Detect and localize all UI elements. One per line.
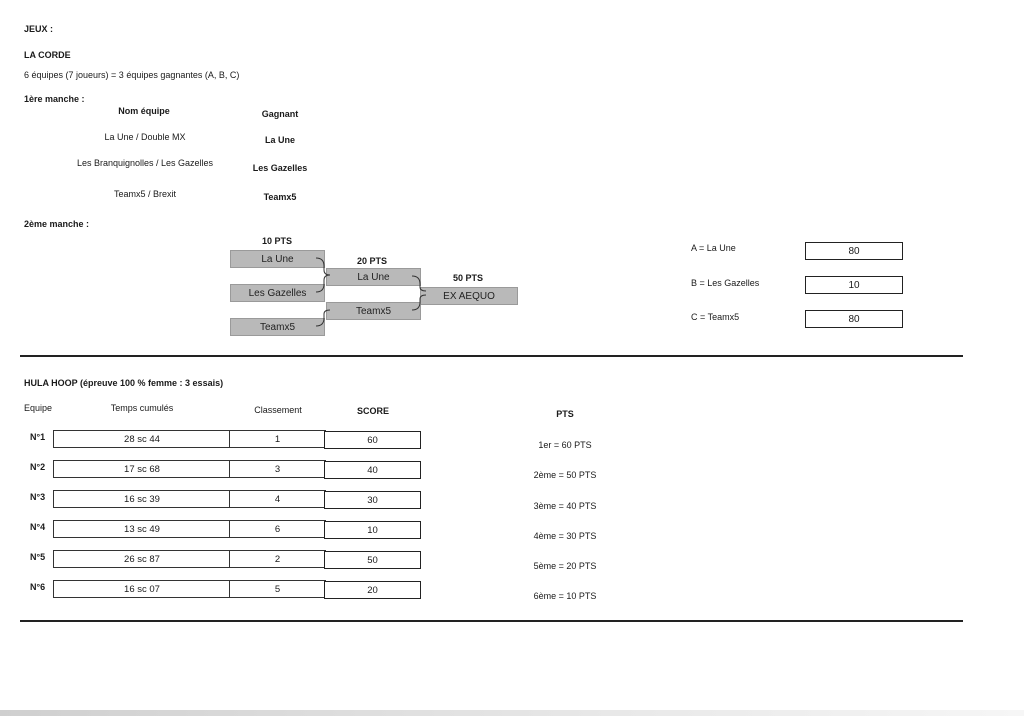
round1-winner: Teamx5 [263, 192, 297, 202]
hula-row-team: N°1 [30, 432, 46, 442]
hula-row-rank: 2 [229, 550, 326, 568]
bracket-pts-10: 10 PTS [262, 236, 293, 246]
hula-header-team: Equipe [24, 403, 53, 413]
round1-header-winner: Gagnant [261, 109, 299, 119]
bracket-final: EX AEQUO [420, 287, 518, 305]
hula-row-rank: 4 [229, 490, 326, 508]
pts-scale-item: 1er = 60 PTS [538, 440, 592, 450]
hula-row-time: 16 sc 07 [53, 580, 231, 598]
hula-row-team: N°5 [30, 552, 46, 562]
hula-row-team: N°6 [30, 582, 46, 592]
section-divider [20, 620, 963, 622]
hula-row-team: N°3 [30, 492, 46, 502]
hula-row-score: 50 [324, 551, 421, 569]
corde-subtitle: 6 équipes (7 joueurs) = 3 équipes gagnantes (A, B, C) [24, 70, 240, 80]
hula-row-rank: 6 [229, 520, 326, 538]
hula-row-score: 40 [324, 461, 421, 479]
hula-row-score: 10 [324, 521, 421, 539]
round1-team: Teamx5 / Brexit [113, 189, 177, 199]
section-title-hula: HULA HOOP (épreuve 100 % femme : 3 essais) [24, 378, 224, 388]
round2-label: 2ème manche : [24, 219, 90, 229]
page-heading: JEUX : [24, 24, 54, 34]
hula-row-score: 60 [324, 431, 421, 449]
hula-header-rank: Classement [254, 405, 302, 415]
hula-row-time: 26 sc 87 [53, 550, 231, 568]
hula-header-time: Temps cumulés [110, 403, 174, 413]
pts-scale-item: 5ème = 20 PTS [533, 561, 597, 571]
bracket-cell: Teamx5 [326, 302, 421, 320]
round1-winner: Les Gazelles [252, 163, 308, 173]
result-label: B = Les Gazelles [691, 278, 760, 288]
round1-header-team: Nom équipe [118, 106, 170, 116]
pts-scale-item: 6ème = 10 PTS [533, 591, 597, 601]
hula-row-score: 20 [324, 581, 421, 599]
bracket-cell: Les Gazelles [230, 284, 325, 302]
bracket-pts-50: 50 PTS [453, 273, 484, 283]
pts-scale-item: 4ème = 30 PTS [533, 531, 597, 541]
section-divider [20, 355, 963, 357]
bracket-cell: La Une [326, 268, 421, 286]
hula-header-score: SCORE [356, 406, 389, 416]
round1-team: La Une / Double MX [104, 132, 186, 142]
result-score: 10 [805, 276, 903, 294]
scan-edge-shadow [0, 710, 1024, 716]
round1-label: 1ère manche : [24, 94, 85, 104]
hula-row-team: N°2 [30, 462, 46, 472]
hula-row-rank: 5 [229, 580, 326, 598]
result-score: 80 [805, 242, 903, 260]
result-label: C = Teamx5 [691, 312, 740, 322]
hula-row-time: 16 sc 39 [53, 490, 231, 508]
pts-scale-item: 2ème = 50 PTS [533, 470, 597, 480]
bracket-pts-20: 20 PTS [357, 256, 388, 266]
bracket-cell: La Une [230, 250, 325, 268]
pts-scale-item: 3ème = 40 PTS [533, 501, 597, 511]
hula-header-pts: PTS [556, 409, 574, 419]
bracket-cell: Teamx5 [230, 318, 325, 336]
round1-team: Les Branquignolles / Les Gazelles [76, 158, 214, 168]
hula-row-rank: 1 [229, 430, 326, 448]
result-score: 80 [805, 310, 903, 328]
round1-winner: La Une [264, 135, 295, 145]
hula-row-time: 28 sc 44 [53, 430, 231, 448]
hula-row-time: 13 sc 49 [53, 520, 231, 538]
section-title-corde: LA CORDE [24, 50, 71, 60]
hula-row-time: 17 sc 68 [53, 460, 231, 478]
result-label: A = La Une [691, 243, 736, 253]
hula-row-rank: 3 [229, 460, 326, 478]
hula-row-team: N°4 [30, 522, 46, 532]
hula-row-score: 30 [324, 491, 421, 509]
